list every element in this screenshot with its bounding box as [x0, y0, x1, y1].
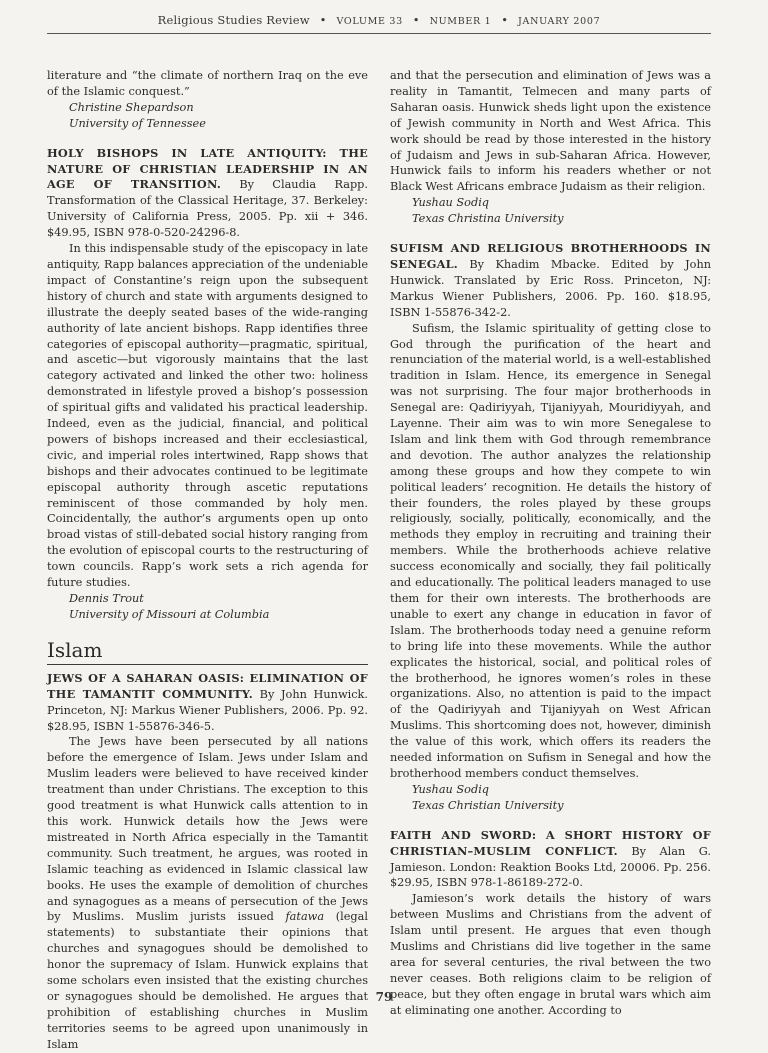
review-heading — [390, 241, 711, 321]
separator: • — [501, 13, 509, 27]
review-body-text: (legal statements) to substantiate their opinions that churches and synagogues should be demolished to honor the supremacy of Islam. Hunwick explains that some scholars even insisted that the existing churches or synagogues should be demolished. He argues that prohibition of establishing churches in Muslim territories seems to be agreed upon unanimously in Islam — [47, 910, 368, 1051]
review-body-text: The Jews have been persecuted by all nations before the emergence of Islam. Jews under Islam and Muslim leaders were believed to have received kinder treatment than under Christians. The exception to this good treatment is what Hunwick calls attention to in this work. Hunwick details how the Jews were mistreated in North Africa especially in the Tamantit community. Such treatment, he argues, was rooted in Islamic teaching as evidenced in Islamic classical law books. He uses the example of demolition of churches and synagogues as a means of persecution of the Jews by Muslims. Muslim jurists issued — [47, 735, 368, 924]
book-citation: By Alan G. Jamieson. London: Reaktion Books Ltd, 20006. Pp. 256. $29.95, ISBN 978-1-86189-272-0. — [390, 844, 712, 890]
left-column — [47, 68, 368, 1053]
running-head — [47, 13, 711, 27]
book-title: SUFISM AND RELIGIOUS BROTHERHOODS IN SENEGAL. — [390, 241, 711, 271]
review-body: In this indispensable study of the episcopacy in late antiquity, Rapp balances appreciation of the undeniable impact of Constantine’s reign upon the subsequent history of church and state with arguments designed to illustrate the deeply seated bases of the wide-ranging authority of late ancient bishops. Rapp identifies three categories of episcopal authority—pragmatic, spiritual, and ascetic—but vigorously maintains that the last category activated and linked the other two: holiness demonstrated in lifestyle proved a bishop’s possession of spiritual gifts and validated his practical leadership. Indeed, even as the judicial, financial, and political powers of bishops increased and their ecclesiastical, civic, and imperial roles intertwined, Rapp shows that bishops and their advocates continued to be legitimate episcopal authority through ascetic reputations reminiscent of those commanded by holy men. Coincidentally, the author’s arguments open up onto broad vistas of still-debated social history ranging from the evolution of episcopal courts to the restructuring of town councils. Rapp’s work sets a rich agenda for future studies. — [47, 242, 368, 590]
right-column — [390, 68, 711, 1019]
book-title: HOLY BISHOPS IN LATE ANTIQUITY: THE NATURE OF CHRISTIAN LEADERSHIP IN AN AGE OF TRANSITION. — [47, 145, 368, 192]
review-heading — [390, 828, 711, 892]
book-citation: By Claudia Rapp. Transformation of the Classical Heritage, 37. Berkeley: University of California Press, 2005. Pp. xii + 346. $49.95, ISBN 978-0-520-24296-8. — [47, 178, 368, 240]
reviewer-affiliation: University of Tennessee — [69, 116, 206, 130]
reviewer-affiliation: Texas Christina University — [412, 212, 564, 226]
section-heading: Islam — [47, 638, 368, 665]
issue-date: JANUARY 2007 — [518, 16, 601, 27]
header-rule — [47, 33, 711, 34]
book-title: JEWS OF A SAHARAN OASIS: ELIMINATION OF THE TAMANTIT COMMUNITY. — [47, 670, 368, 701]
reviewer-affiliation: Texas Christian University — [412, 798, 564, 812]
reviewer-name: Yushau Sodiq — [412, 782, 490, 796]
reviewer-name: Yushau Sodiq — [412, 196, 490, 210]
review-body: Jamieson’s work details the history of wars between Muslims and Christians from the advent of Islam until present. He argues that even though Muslims and Christians did live together in the same area for several centuries, the rival between the two never ceases. Both religions claim to be religion of peace, but they often engage in brutal wars which aim at eliminating one another. According to — [390, 892, 711, 1017]
italic-term: fatawa — [285, 910, 325, 924]
volume: VOLUME 33 — [336, 16, 403, 27]
page-number: 79 — [375, 990, 393, 1004]
separator: • — [319, 13, 327, 27]
reviewer-affiliation: University of Missouri at Columbia — [69, 607, 270, 621]
intro-text: literature and “the climate of northern Iraq on the eve of the Islamic conquest.” — [47, 69, 368, 98]
book-citation: By Khadim Mbacke. Edited by John Hunwick. Translated by Eric Ross. Princeton, NJ: Markus Wiener Publishers, 2006. Pp. 160. $18.95, ISBN 1-55876-342-2. — [390, 257, 711, 319]
issue-number: NUMBER 1 — [429, 16, 492, 27]
book-title: FAITH AND SWORD: A SHORT HISTORY OF CHRISTIAN–MUSLIM CONFLICT. — [390, 827, 711, 858]
separator: • — [412, 13, 420, 27]
review-body: Sufism, the Islamic spirituality of getting close to God through the purification of the heart and renunciation of the material world, is a well-established tradition in Islam. Hence, its emergence in Senegal was not surprising. The four major brotherhoods in Senegal are: Qadiriyyah, Tijaniyyah, Mouridiyyah, and Layenne. Their aim was to win more Senegalese to Islam and link them with God through remembrance and devotion. The author analyzes the relationship among these groups and how they compete to win political leaders’ recognition. He details the history of their founders, the roles played by these groups religiously, socially, politically, economically, and the methods they employ in recruiting and training their members. While the brotherhoods achieve relative success economically and socially, they fail politically and educationally. The political leaders managed to use them for their own interests. The brotherhoods are unable to exert any change in education in favor of Islam. The brotherhoods today need a genuine reform to bring life into these movements. While the author explicates the historical, social, and political roles of the brotherhood, he ignores women’s roles in these organizations. Also, no attention is paid to the impact of the Qadiriyyah and Tijaniyyah on West African Muslims. This shortcoming does not, however, diminish the value of this work, which offers its readers the needed information on Sufism in Senegal and how the brotherhood members conduct themselves. — [390, 321, 711, 780]
reviewer-name: Dennis Trout — [69, 592, 144, 605]
review-heading — [47, 146, 368, 241]
review-heading — [47, 671, 368, 735]
review-body — [47, 734, 368, 1052]
book-citation: By John Hunwick. Princeton, NJ: Markus Wiener Publishers, 2006. Pp. 92. $28.95, ISBN 1-55876-346-5. — [47, 687, 368, 733]
continued-text: and that the persecution and elimination of Jews was a reality in Tamantit, Telmecen and many parts of Saharan oasis. Hunwick sheds light upon the existence of Jewish community in North and West Africa. This work should be read by those interested in the history of Judaism and Jews in sub-Saharan Africa. However, Hunwick fails to inform his readers whether or not Black West Africans embrace Judaism as their religion. — [390, 69, 711, 194]
reviewer-name: Christine Shepardson — [69, 100, 194, 114]
journal-name: Religious Studies Review — [157, 13, 310, 27]
